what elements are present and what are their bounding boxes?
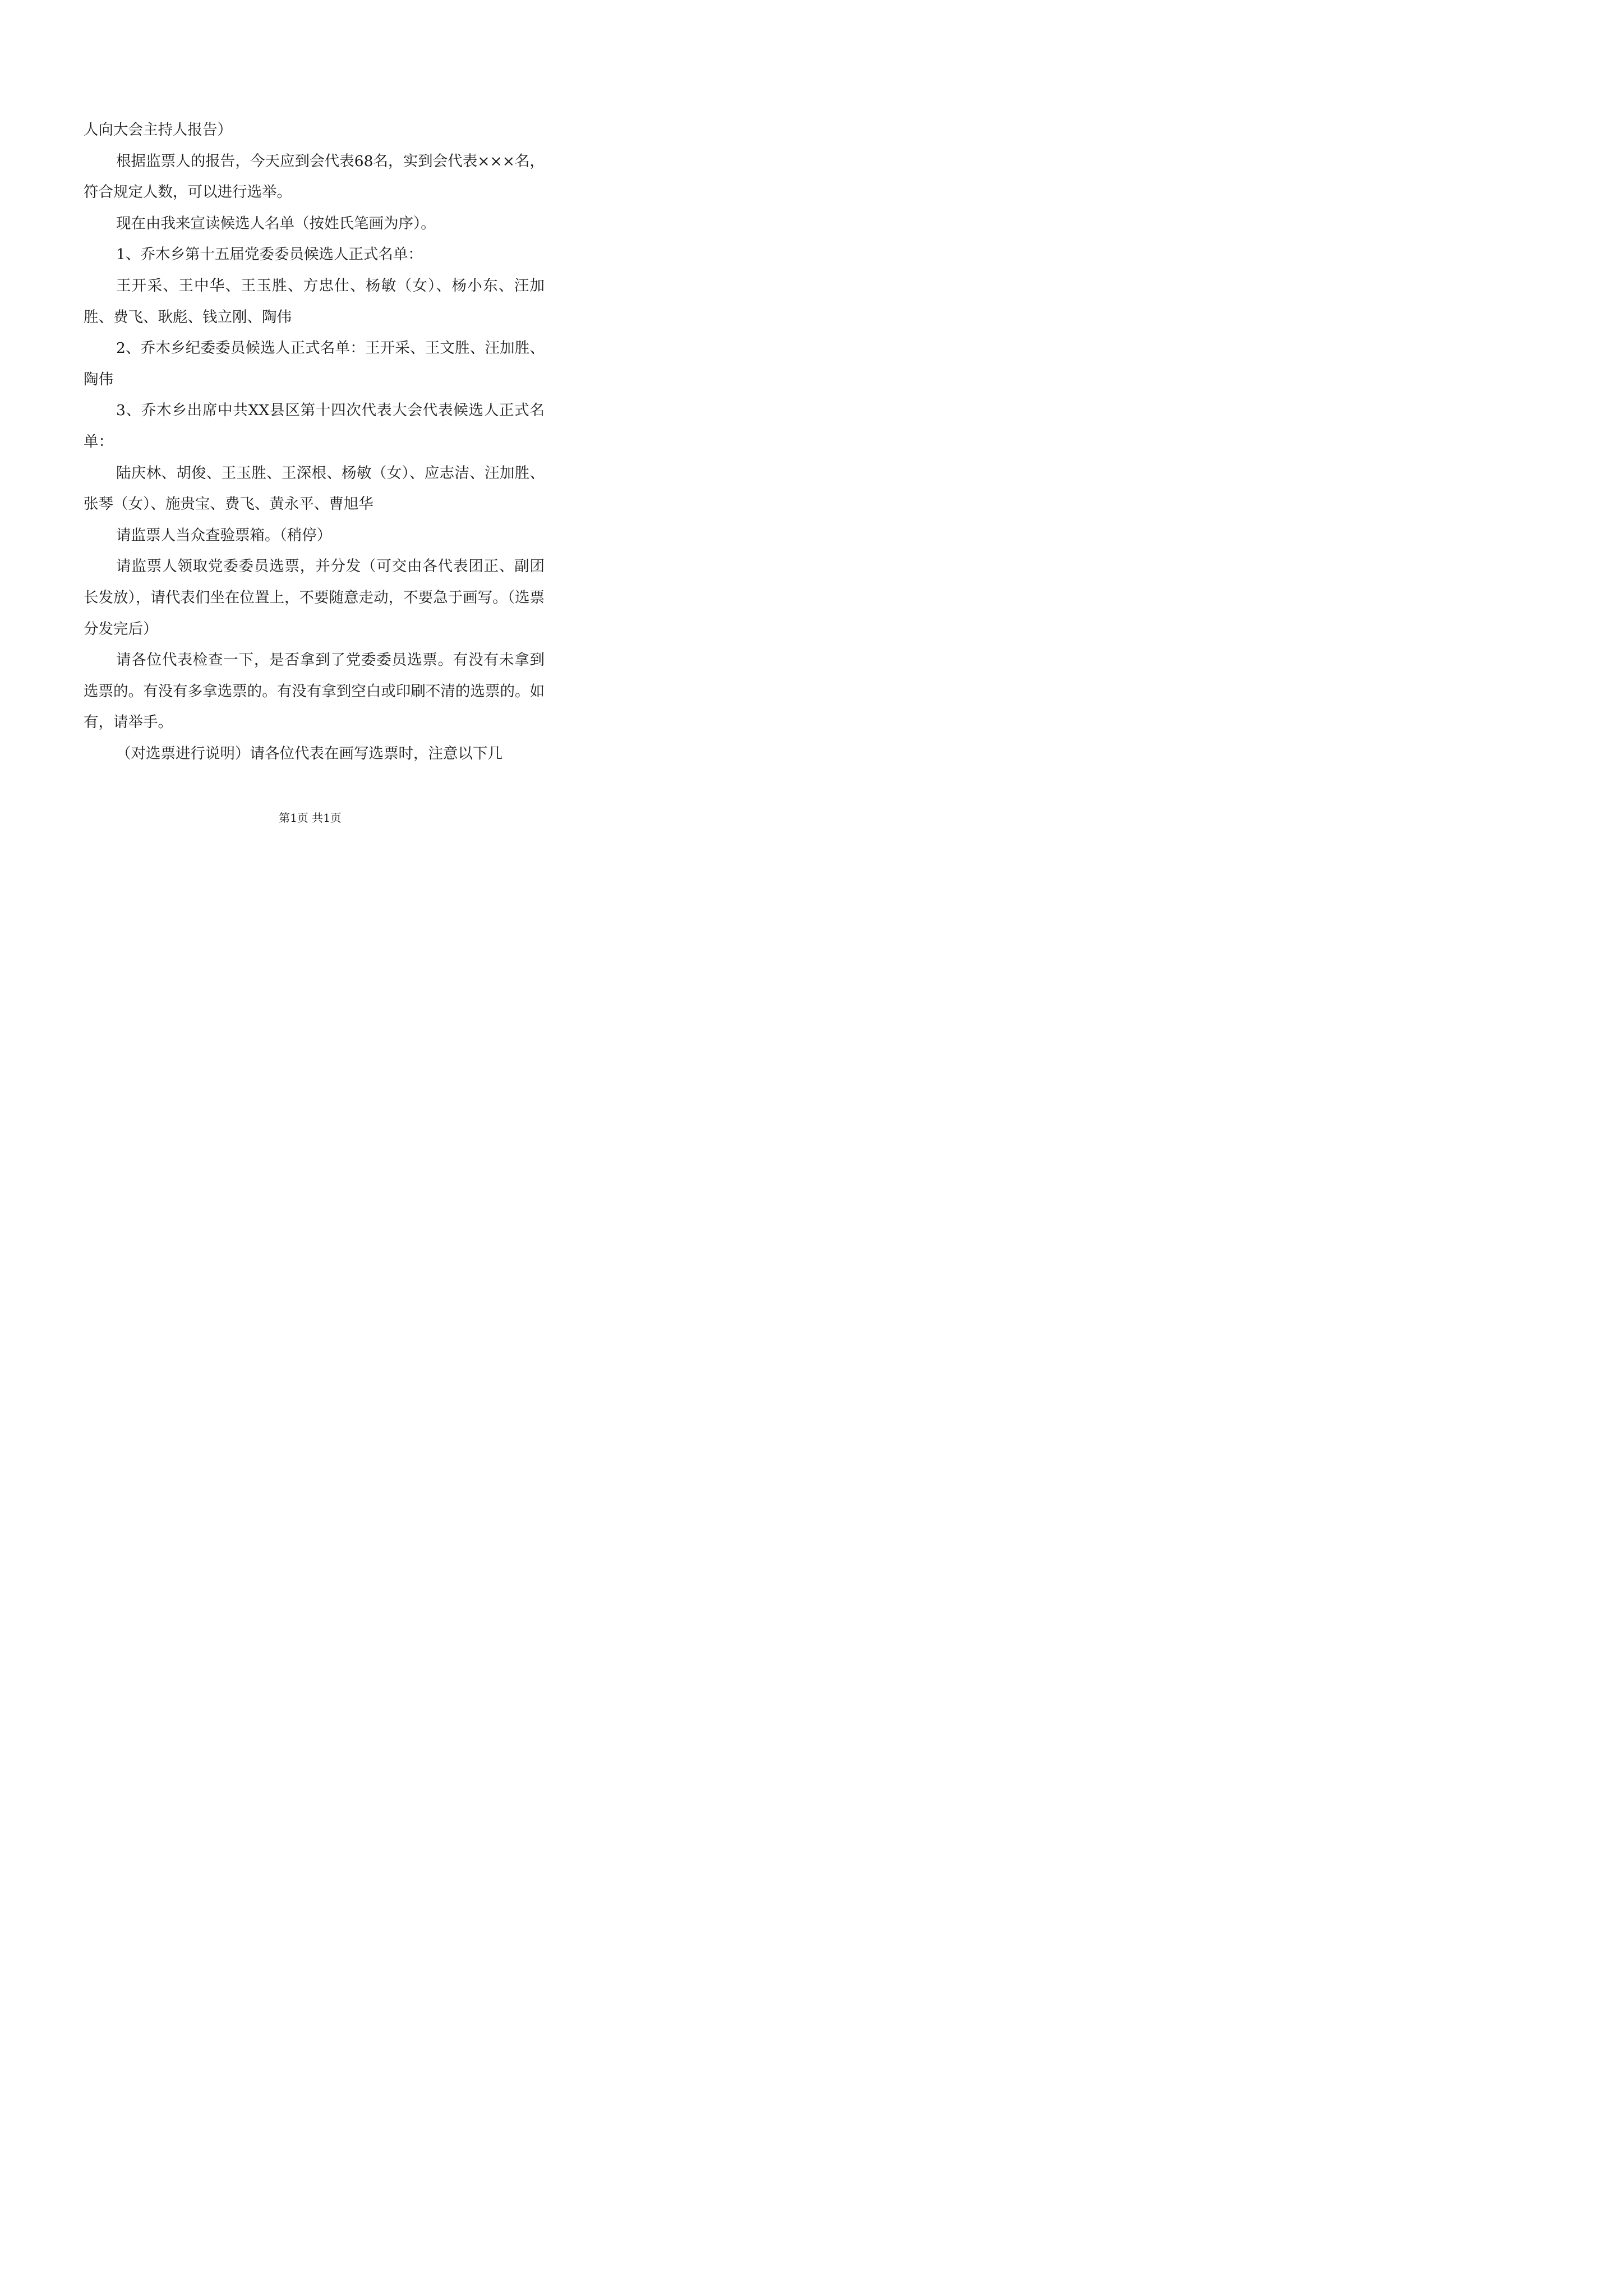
paragraph-3: 现在由我来宣读候选人名单（按姓氏笔画为序）。 xyxy=(116,214,436,232)
paragraph-4: 1、乔木乡第十五届党委委员候选人正式名单： xyxy=(116,246,423,264)
paragraph-9: 请监票人当众查验票箱。（稍停） xyxy=(116,526,332,544)
document-body xyxy=(84,114,545,769)
paragraph-2: 根据监票人的报告，今天应到会代表68名，实到会代表×××名，符合规定人数，可以进行选举。 xyxy=(84,152,545,201)
document-page xyxy=(0,0,620,877)
paragraph-1: 人向大会主持人报告） xyxy=(84,121,232,139)
paragraph-11: 请各位代表检查一下，是否拿到了党委委员选票。有没有未拿到选票的。有没有多拿选票的。有没有拿到空白或印刷不清的选票的。如有，请举手。 xyxy=(84,651,545,731)
page-footer: 第1页 共1页 xyxy=(279,811,342,825)
paragraph-6: 2、乔木乡纪委委员候选人正式名单：王开采、王文胜、汪加胜、陶伟 xyxy=(84,339,545,388)
paragraph-8: 陆庆林、胡俊、王玉胜、王深根、杨敏（女）、应志洁、汪加胜、张琴（女）、施贵宝、费飞、黄永平、曹旭华 xyxy=(84,464,545,513)
paragraph-10: 请监票人领取党委委员选票，并分发（可交由各代表团正、副团长发放），请代表们坐在位置上，不要随意走动，不要急于画写。（选票分发完后） xyxy=(84,558,545,638)
paragraph-5: 王开采、王中华、王玉胜、方忠仕、杨敏（女）、杨小东、汪加胜、费飞、耿彪、钱立刚、陶伟 xyxy=(84,277,545,326)
paragraph-12: （对选票进行说明）请各位代表在画写选票时，注意以下几 xyxy=(116,744,502,762)
paragraph-7: 3、乔木乡出席中共XX县区第十四次代表大会代表候选人正式名单： xyxy=(84,402,545,450)
